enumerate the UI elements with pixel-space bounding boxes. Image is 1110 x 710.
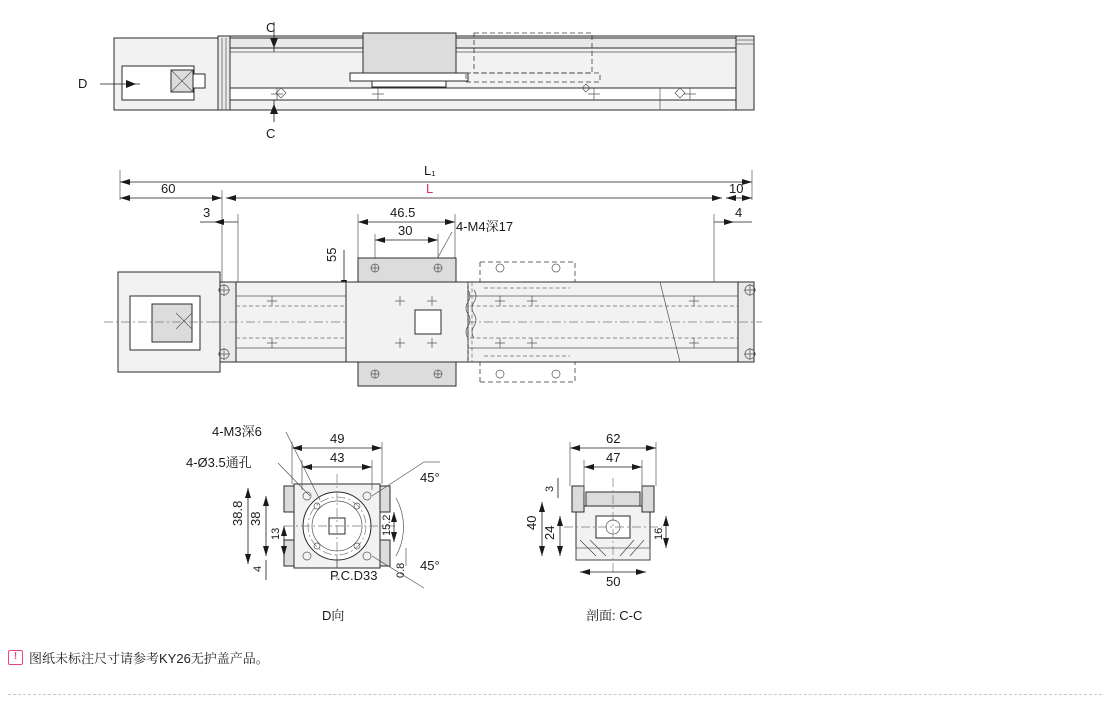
view-d-front <box>186 424 440 623</box>
label-pcd: P.C.D33 <box>330 568 378 583</box>
dim-0-8: 0.8 <box>395 562 407 578</box>
dim-24: 24 <box>542 525 557 540</box>
view-marker-d: D <box>78 76 88 91</box>
section-marker-c-bottom: C <box>266 126 276 141</box>
dim-l1: L₁ <box>424 163 436 178</box>
angle-45-top: 45° <box>420 470 440 485</box>
dim-4-right: 4 <box>735 205 743 220</box>
dim-40: 40 <box>524 515 539 530</box>
dim-46-5: 46.5 <box>390 205 416 220</box>
warning-icon: ! <box>8 650 23 665</box>
dim-16: 16 <box>653 527 665 540</box>
footnote <box>8 648 269 667</box>
view-section-cc <box>524 431 669 623</box>
label-4-m3: 4-M3深6 <box>212 424 262 439</box>
dim-3-cc: 3 <box>544 485 556 492</box>
dim-38: 38 <box>248 511 263 526</box>
dim-10: 10 <box>729 181 744 196</box>
dim-55: 55 <box>324 247 339 262</box>
angle-45-bottom: 45° <box>420 558 440 573</box>
view-side-elevation <box>78 20 754 141</box>
dim-49: 49 <box>330 431 345 446</box>
section-divider <box>8 694 1102 695</box>
dim-60: 60 <box>161 181 176 196</box>
dim-47: 47 <box>606 450 621 465</box>
label-4-m4: 4-M4深17 <box>456 219 514 234</box>
dim-4-left: 4 <box>252 565 264 572</box>
dim-l-stroke: L <box>426 181 434 196</box>
dim-43: 43 <box>330 450 345 465</box>
label-4-through-hole: 4-Ø3.5通孔 <box>186 455 252 470</box>
dim-50: 50 <box>606 574 621 589</box>
footnote-text: 图纸未标注尺寸请参考KY26无护盖产品。 <box>29 651 269 666</box>
dim-62: 62 <box>606 431 621 446</box>
dim-15-2: 15.2 <box>381 514 393 536</box>
section-marker-c-top: C <box>266 20 276 35</box>
label-section-cc: 剖面: C-C <box>586 608 643 623</box>
label-view-d: D向 <box>322 608 345 623</box>
dim-3: 3 <box>203 205 211 220</box>
dim-38-8: 38.8 <box>230 500 245 526</box>
dim-13: 13 <box>270 527 282 540</box>
view-plan <box>104 258 762 386</box>
dim-30: 30 <box>398 223 413 238</box>
